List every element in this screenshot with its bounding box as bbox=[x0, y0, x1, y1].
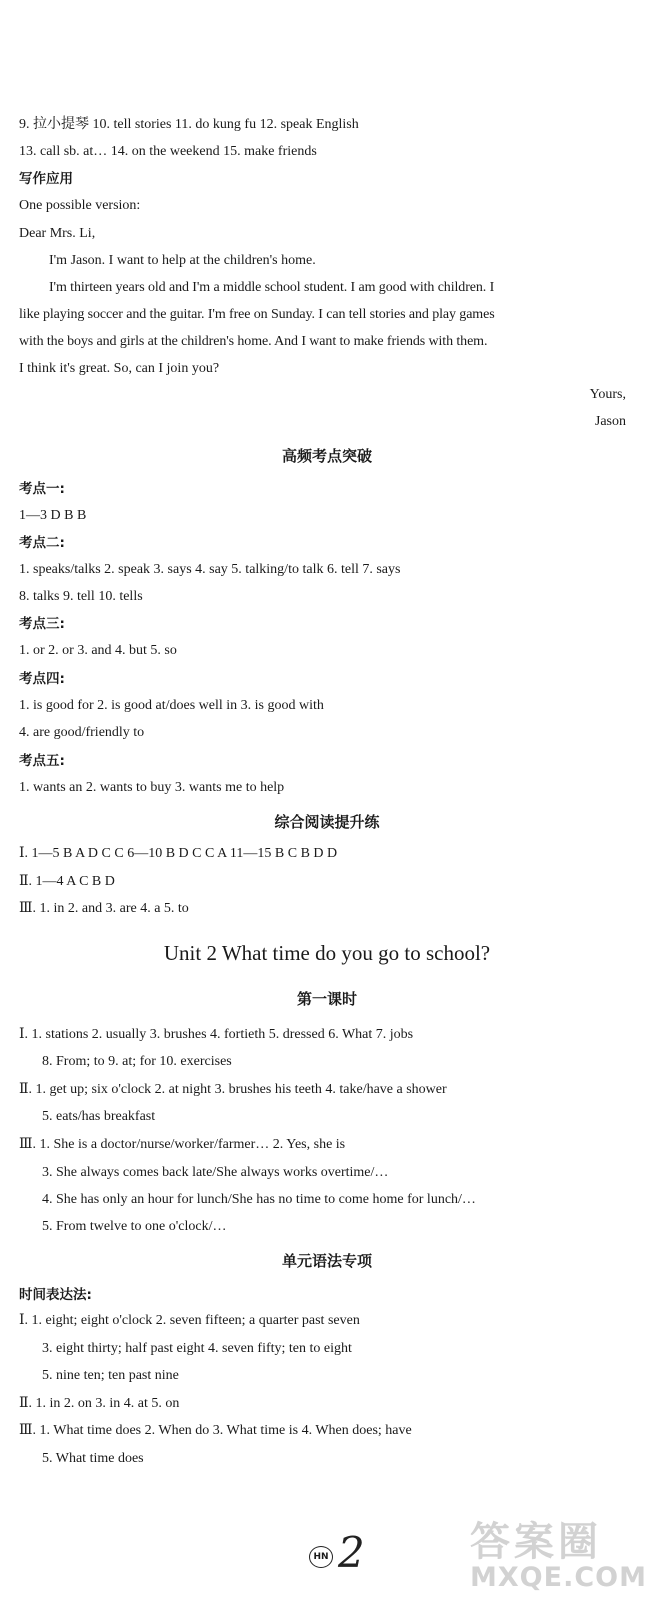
letter-paragraph-2-line: like playing soccer and the guitar. I'm free on Sunday. I can tell stories and play games bbox=[19, 307, 495, 322]
letter-paragraph-1: I'm Jason. I want to help at the children's home. bbox=[49, 253, 316, 268]
answer-line: 5. nine ten; ten past nine bbox=[42, 1368, 179, 1383]
watermark-text-en: MXQE.COM bbox=[470, 1562, 647, 1593]
answer-line: 5. From twelve to one o'clock/… bbox=[42, 1219, 227, 1234]
letter-paragraph-2-line: I think it's great. So, can I join you? bbox=[19, 361, 220, 376]
answer-line: Ⅰ. 1—5 B A D C C 6—10 B D C C A 11—15 B C B D D bbox=[19, 846, 338, 861]
writing-intro: One possible version: bbox=[19, 198, 141, 213]
grammar-subheading: 时间表达法: bbox=[19, 1287, 92, 1303]
kaodian-heading: 考点二: bbox=[19, 535, 65, 551]
letter-paragraph-2-line: with the boys and girls at the children's home. And I want to make friends with them. bbox=[19, 334, 488, 349]
hn-badge: HN bbox=[309, 1546, 333, 1568]
answer-line: 1. is good for 2. is good at/does well in 3. is good with bbox=[19, 698, 324, 713]
section-title-grammar: 单元语法专项 bbox=[281, 1252, 372, 1270]
answer-line: 1. wants an 2. wants to buy 3. wants me to help bbox=[19, 780, 285, 795]
answer-line: 8. From; to 9. at; for 10. exercises bbox=[42, 1054, 232, 1069]
letter-paragraph-2-line: I'm thirteen years old and I'm a middle school student. I am good with children. I bbox=[49, 280, 495, 295]
letter-closing: Yours, bbox=[589, 387, 626, 402]
section-title-keshi: 第一课时 bbox=[296, 990, 357, 1008]
answer-line: 8. talks 9. tell 10. tells bbox=[19, 589, 143, 604]
letter-signature: Jason bbox=[594, 414, 626, 429]
answer-line: 3. eight thirty; half past eight 4. seven fifty; ten to eight bbox=[42, 1341, 352, 1356]
answer-line: 9. 拉小提琴 10. tell stories 11. do kung fu 12. speak English bbox=[19, 117, 359, 132]
answer-line: Ⅱ. 1—4 A C B D bbox=[19, 874, 115, 889]
answer-line: 3. She always comes back late/She always works overtime/… bbox=[42, 1165, 389, 1180]
answer-line: Ⅲ. 1. What time does 2. When do 3. What time is 4. When does; have bbox=[19, 1423, 412, 1438]
answer-line: 4. She has only an hour for lunch/She has no time to come home for lunch/… bbox=[42, 1192, 476, 1207]
kaodian-heading: 考点一: bbox=[19, 481, 65, 497]
answer-line: Ⅰ. 1. eight; eight o'clock 2. seven fifteen; a quarter past seven bbox=[19, 1313, 360, 1328]
watermark-logo bbox=[462, 1510, 648, 1596]
letter-salutation: Dear Mrs. Li, bbox=[19, 226, 96, 241]
answer-line: 5. eats/has breakfast bbox=[42, 1109, 156, 1124]
answer-line: 1. or 2. or 3. and 4. but 5. so bbox=[19, 643, 177, 658]
answer-line: Ⅲ. 1. She is a doctor/nurse/worker/farmer… 2. Yes, she is bbox=[19, 1137, 346, 1152]
answer-line: 5. What time does bbox=[42, 1451, 144, 1466]
kaodian-heading: 考点五: bbox=[19, 753, 65, 769]
answer-line: 1. speaks/talks 2. speak 3. says 4. say 5. talking/to talk 6. tell 7. says bbox=[19, 562, 401, 577]
answer-line: 4. are good/friendly to bbox=[19, 725, 145, 740]
watermark-text-cn: 答案圈 bbox=[470, 1519, 602, 1565]
answer-line: Ⅱ. 1. get up; six o'clock 2. at night 3. brushes his teeth 4. take/have a shower bbox=[19, 1082, 447, 1097]
answer-line: 13. call sb. at… 14. on the weekend 15. make friends bbox=[19, 144, 317, 159]
answer-line: Ⅲ. 1. in 2. and 3. are 4. a 5. to bbox=[19, 901, 189, 916]
answer-line: 1—3 D B B bbox=[19, 508, 87, 523]
kaodian-heading: 考点四: bbox=[19, 671, 65, 687]
section-title-zonghe: 综合阅读提升练 bbox=[274, 813, 380, 831]
unit-title: Unit 2 What time do you go to school? bbox=[163, 941, 491, 965]
answer-line: Ⅰ. 1. stations 2. usually 3. brushes 4. fortieth 5. dressed 6. What 7. jobs bbox=[19, 1027, 414, 1042]
page-number: 2 bbox=[338, 1528, 365, 1577]
kaodian-heading: 考点三: bbox=[19, 616, 65, 632]
answer-line: Ⅱ. 1. in 2. on 3. in 4. at 5. on bbox=[19, 1396, 180, 1411]
section-heading-writing: 写作应用 bbox=[19, 171, 73, 187]
section-title-gaopin: 高频考点突破 bbox=[281, 447, 372, 465]
